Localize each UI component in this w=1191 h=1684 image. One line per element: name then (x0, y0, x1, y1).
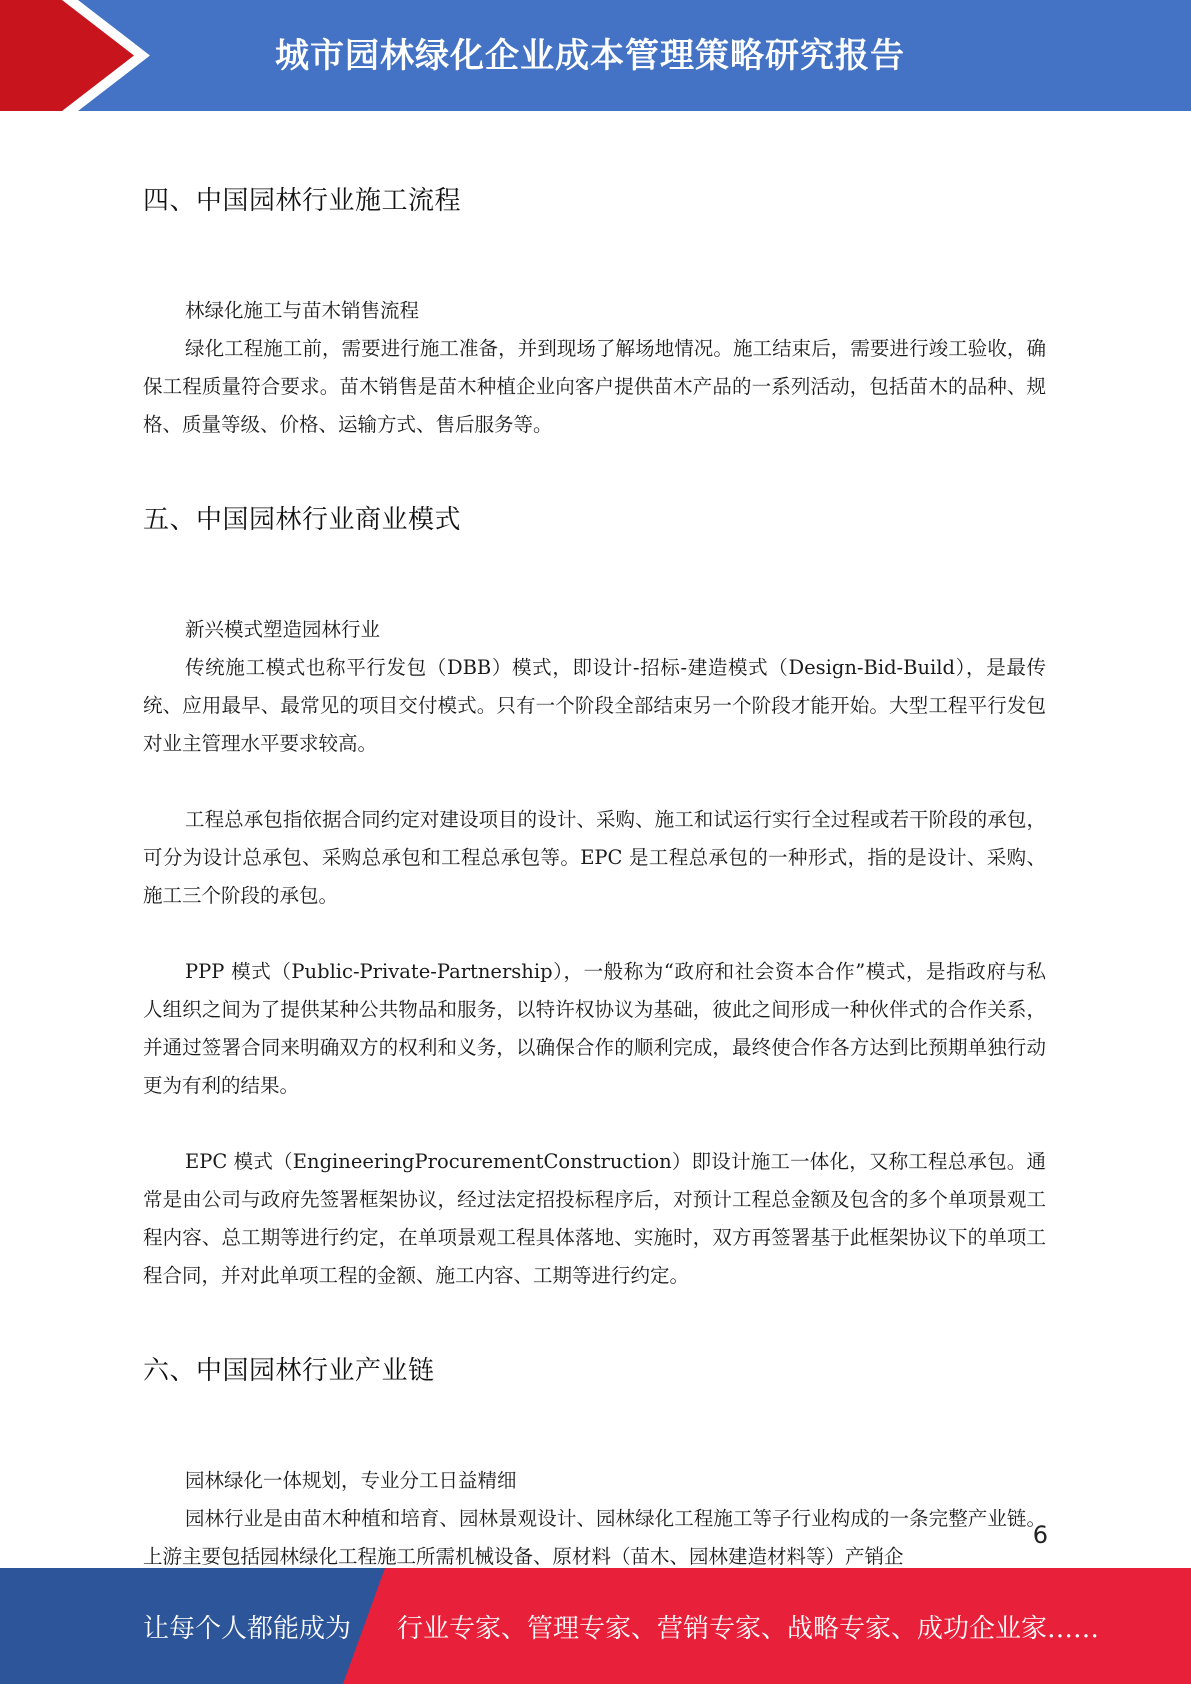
section-subheading: 新兴模式塑造园林行业 (185, 618, 381, 641)
page-number: 6 (1032, 1521, 1048, 1549)
section-heading-construction-process: 四、中国园林行业施工流程 (143, 186, 462, 216)
document-body (143, 180, 1046, 1576)
paragraph: 工程总承包指依据合同约定对建设项目的设计、采购、施工和试运行实行全过程或若干阶段的承包，可分为设计总承包、采购总承包和工程总承包等。EPC 是工程总承包的一种形式，指的是设计、采购、施工三个阶段的承包。 (143, 808, 1046, 907)
section-heading-industry-chain: 六、中国园林行业产业链 (143, 1356, 435, 1386)
section-heading-business-model: 五、中国园林行业商业模式 (143, 505, 462, 535)
section-subheading: 园林绿化一体规划，专业分工日益精细 (185, 1469, 517, 1492)
paragraph: 传统施工模式也称平行发包（DBB）模式，即设计-招标-建造模式（Design-Bid-Build），是最传统、应用最早、最常见的项目交付模式。只有一个阶段全部结束另一个阶段才能开始。大型工程平行发包对业主管理水平要求较高。 (143, 656, 1046, 755)
header-banner (0, 0, 1191, 111)
paragraph: EPC 模式（EngineeringProcurementConstruction）即设计施工一体化，又称工程总承包。通常是由公司与政府先签署框架协议，经过法定招投标程序后，对预计工程总金额及包含的多个单项景观工程内容、总工期等进行约定，在单项景观工程具体落地、实施时，双方再签署基于此框架协议下的单项工程合同，并对此单项工程的金额、施工内容、工期等进行约定。 (143, 1150, 1046, 1287)
header-red-arrow-shape (0, 0, 150, 111)
paragraph: 绿化工程施工前，需要进行施工准备，并到现场了解场地情况。施工结束后，需要进行竣工验收，确保工程质量符合要求。苗木销售是苗木种植企业向客户提供苗木产品的一系列活动，包括苗木的品种、规格、质量等级、价格、运输方式、售后服务等。 (143, 337, 1046, 436)
footer-banner (0, 1568, 1191, 1684)
paragraph: PPP 模式（Public-Private-Partnership），一般称为“政府和社会资本合作”模式，是指政府与私人组织之间为了提供某种公共物品和服务，以特许权协议为基础，彼此之间形成一种伙伴式的合作关系，并通过签署合同来明确双方的权利和义务，以确保合作的顺利完成，最终使合作各方达到比预期单独行动更为有利的结果。 (143, 960, 1046, 1097)
section-subheading: 林绿化施工与苗木销售流程 (185, 299, 420, 322)
document-title: 城市园林绿化企业成本管理策略研究报告 (275, 36, 905, 76)
footer-slogan-left: 让每个人都能成为 (143, 1614, 352, 1644)
paragraph: 园林行业是由苗木种植和培育、园林景观设计、园林绿化工程施工等子行业构成的一条完整产业链。上游主要包括园林绿化工程施工所需机械设备、原材料（苗木、园林建造材料等）产销企 (143, 1507, 1046, 1568)
footer-slogan-right: 行业专家、管理专家、营销专家、战略专家、成功企业家…… (397, 1614, 1100, 1644)
